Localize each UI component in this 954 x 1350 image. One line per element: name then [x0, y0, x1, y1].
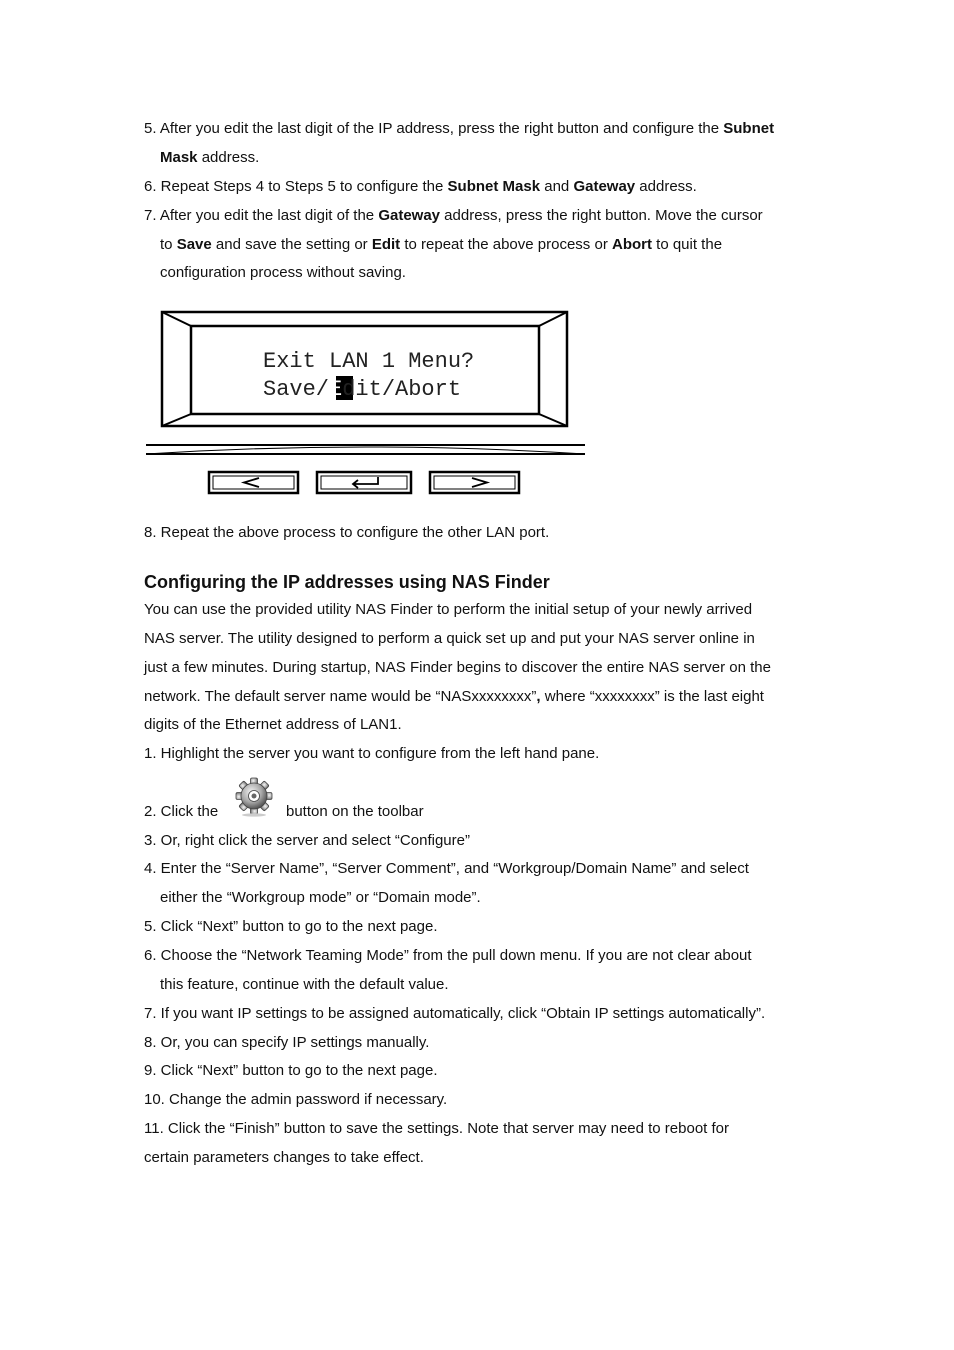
finder-step-2-b: button on the toolbar	[286, 803, 424, 820]
lcd-panel-illustration	[144, 308, 589, 500]
lcd-line-2: Save/Edit/Abort	[263, 377, 462, 402]
step-7-line-3: configuration process without saving.	[160, 264, 406, 281]
finder-step-10: 10. Change the admin password if necessary.	[144, 1091, 448, 1108]
finder-step-3: 3. Or, right click the server and select “Configure”	[144, 832, 470, 849]
lcd-panel-drawing	[144, 308, 589, 500]
gear-icon	[234, 777, 274, 817]
finder-step-8: 8. Or, you can specify IP settings manually.	[144, 1034, 430, 1051]
step-7-line-1: 7. After you edit the last digit of the Gateway address, press the right button. Move the cursor	[144, 207, 763, 224]
step-7-line-2: to Save and save the setting or Edit to repeat the above process or Abort to quit the	[160, 236, 723, 253]
intro-line-5: digits of the Ethernet address of LAN1.	[144, 716, 402, 733]
finder-step-6-b: this feature, continue with the default value.	[160, 976, 449, 993]
finder-step-7: 7. If you want IP settings to be assigned automatically, click “Obtain IP settings automatically”.	[144, 1005, 766, 1022]
term-mask: Mask	[160, 149, 198, 166]
finder-step-4-b: either the “Workgroup mode” or “Domain mode”.	[160, 889, 481, 906]
lcd-right-button[interactable]	[430, 472, 519, 493]
lcd-cursor-char: E	[329, 377, 343, 402]
finder-step-9: 9. Click “Next” button to go to the next page.	[144, 1062, 438, 1079]
intro-line-1: You can use the provided utility NAS Finder to perform the initial setup of your newly arrived	[144, 601, 753, 618]
finder-step-4-a: 4. Enter the “Server Name”, “Server Comment”, and “Workgroup/Domain Name” and select	[144, 860, 749, 877]
finder-step-5: 5. Click “Next” button to go to the next page.	[144, 918, 438, 935]
finder-step-11-b: certain parameters changes to take effect.	[144, 1149, 424, 1166]
finder-step-1: 1. Highlight the server you want to configure from the left hand pane.	[144, 745, 600, 762]
step-5-line-1: 5. After you edit the last digit of the IP address, press the right button and configure the Subnet	[144, 120, 775, 137]
finder-step-11-a: 11. Click the “Finish” button to save the settings. Note that server may need to reboot for	[144, 1120, 730, 1137]
finder-step-2-a: 2. Click the	[144, 803, 219, 820]
step-6: 6. Repeat Steps 4 to Steps 5 to configure the Subnet Mask and Gateway address.	[144, 178, 697, 195]
intro-line-4: network. The default server name would be “NASxxxxxxxx”, where “xxxxxxxx” is the last eight	[144, 688, 764, 705]
lcd-enter-button[interactable]	[317, 472, 411, 493]
finder-step-6-a: 6. Choose the “Network Teaming Mode” from the pull down menu. If you are not clear about	[144, 947, 752, 964]
term-subnet: Subnet	[723, 120, 775, 137]
intro-line-2: NAS server. The utility designed to perform a quick set up and put your NAS server online in	[144, 630, 755, 647]
intro-line-3: just a few minutes. During startup, NAS Finder begins to discover the entire NAS server on the	[144, 659, 771, 676]
base-curve	[146, 447, 585, 454]
section-heading: Configuring the IP addresses using NAS Finder	[144, 572, 550, 592]
lcd-left-button[interactable]	[209, 472, 298, 493]
step-8: 8. Repeat the above process to configure the other LAN port.	[144, 524, 550, 541]
lcd-line-1: Exit LAN 1 Menu?	[263, 349, 475, 374]
step-5-line-2: Mask address.	[160, 149, 260, 166]
